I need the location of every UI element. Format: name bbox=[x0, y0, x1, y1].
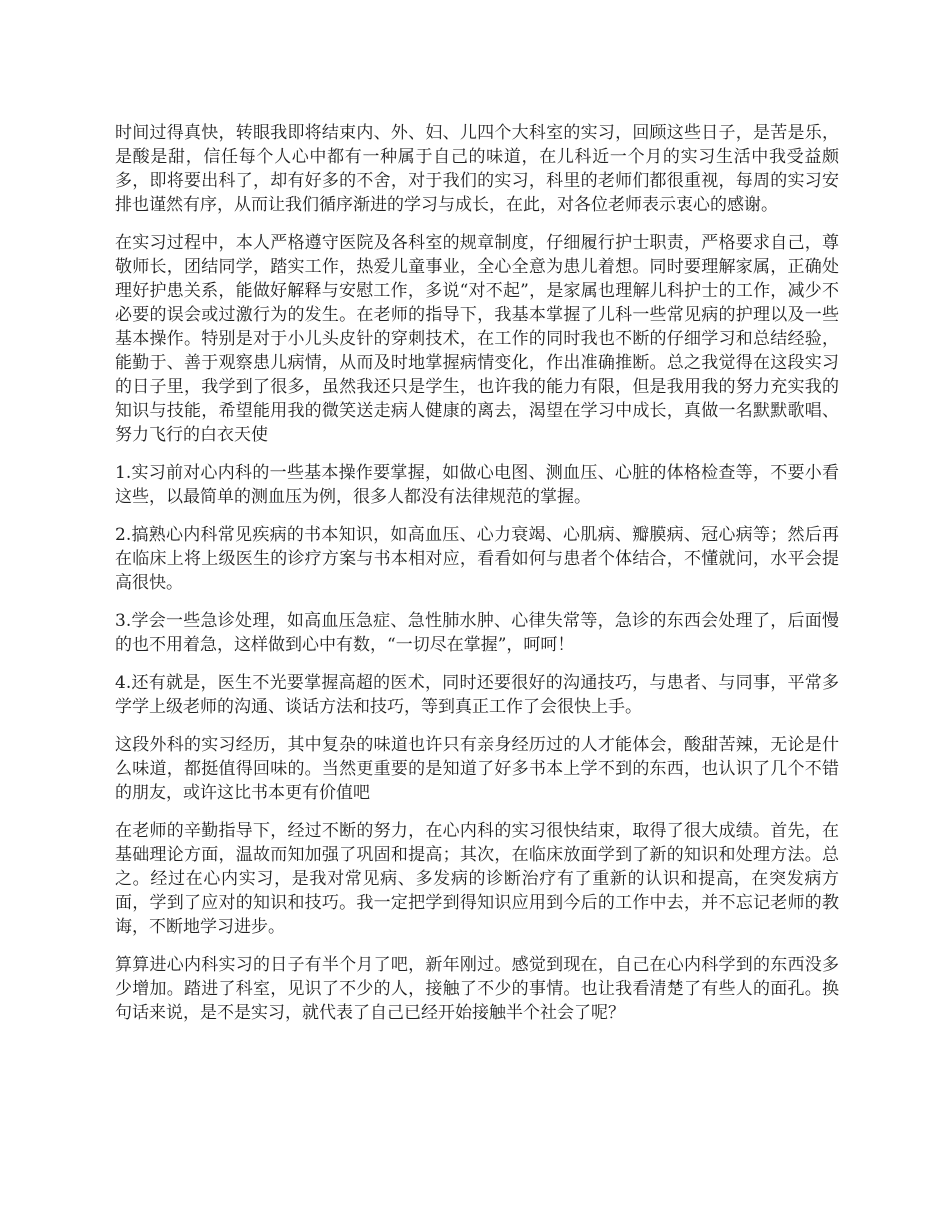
paragraph-surgery-experience: 这段外科的实习经历，其中复杂的味道也许只有亲身经历过的人才能体会，酸甜苦辣，无论是什么味道，都挺值得回味的。当然更重要的是知道了好多书本上学不到的东西，也认识了几个不错的朋友，或许这比书本更有价值吧 bbox=[115, 735, 839, 803]
paragraph-point-3: 3.学会一些急诊处理，如高血压急症、急性肺水肿、心律失常等，急诊的东西会处理了，后面慢的也不用着急，这样做到心中有数，“一切尽在掌握”，呵呵！ bbox=[115, 611, 839, 655]
paragraph-cardiology-summary: 在老师的辛勤指导下，经过不断的努力，在心内科的实习很快结束，取得了很大成绩。首先，在基础理论方面，温故而知加强了巩固和提高；其次，在临床放面学到了新的知识和处理方法。总之。经过在心内实习，是我对常见病、多发病的诊断治疗有了重新的认识和提高，在突发病方面，学到了应对的知识和技巧。我一定把学到得知识应用到今后的工作中去，并不忘记老师的教诲，不断地学习进步。 bbox=[115, 821, 839, 937]
document-body bbox=[115, 121, 839, 1025]
paragraph-point-2: 2.搞熟心内科常见疾病的书本知识，如高血压、心力衰竭、心肌病、瓣膜病、冠心病等；然后再在临床上将上级医生的诊疗方案与书本相对应，看看如何与患者个体结合，不懂就问，水平会提高很快。 bbox=[115, 525, 839, 593]
paragraph-point-4: 4.还有就是，医生不光要掌握高超的医术，同时还要很好的沟通技巧，与患者、与同事，平常多学学上级老师的沟通、谈话方法和技巧，等到真正工作了会很快上手。 bbox=[115, 673, 839, 717]
paragraph-intro: 时间过得真快，转眼我即将结束内、外、妇、儿四个大科室的实习，回顾这些日子，是苦是乐，是酸是甜，信任每个人心中都有一种属于自己的味道，在儿科近一个月的实习生活中我受益颇多，即将要出科了，却有好多的不舍，对于我们的实习，科里的老师们都很重视，每周的实习安排也谨然有序，从而让我们循序渐进的学习与成长，在此，对各位老师表示衷心的感谢。 bbox=[115, 123, 839, 215]
paragraph-point-1: 1.实习前对心内科的一些基本操作要掌握，如做心电图、测血压、心脏的体格检查等，不要小看这些，以最简单的测血压为例，很多人都没有法律规范的掌握。 bbox=[115, 463, 839, 507]
paragraph-internship-process: 在实习过程中，本人严格遵守医院及各科室的规章制度，仔细履行护士职责，严格要求自己，尊敬师长，团结同学，踏实工作，热爱儿童事业，全心全意为患儿着想。同时要理解家属，正确处理好护患关系，能做好解释与安慰工作，多说“对不起”，是家属也理解儿科护士的工作，减少不必要的误会或过激行为的发生。在老师的指导下，我基本掌握了儿科一些常见病的护理以及一些基本操作。特别是对于小儿头皮针的穿刺技术，在工作的同时我也不断的仔细学习和总结经验，能勤于、善于观察患儿病情，从而及时地掌握病情变化，作出准确推断。总之我觉得在这段实习的日子里，我学到了很多，虽然我还只是学生，也许我的能力有限，但是我用我的努力充实我的知识与技能，希望能用我的微笑送走病人健康的离去，渴望在学习中成长，真做一名默默歌唱、努力飞行的白衣天使 bbox=[115, 233, 839, 445]
paragraph-reflection: 算算进心内科实习的日子有半个月了吧，新年刚过。感觉到现在，自己在心内科学到的东西没多少增加。踏进了科室，见识了不少的人，接触了不少的事情。也让我看清楚了有些人的面孔。换句话来说，是不是实习，就代表了自己已经开始接触半个社会了呢？ bbox=[115, 955, 839, 1023]
